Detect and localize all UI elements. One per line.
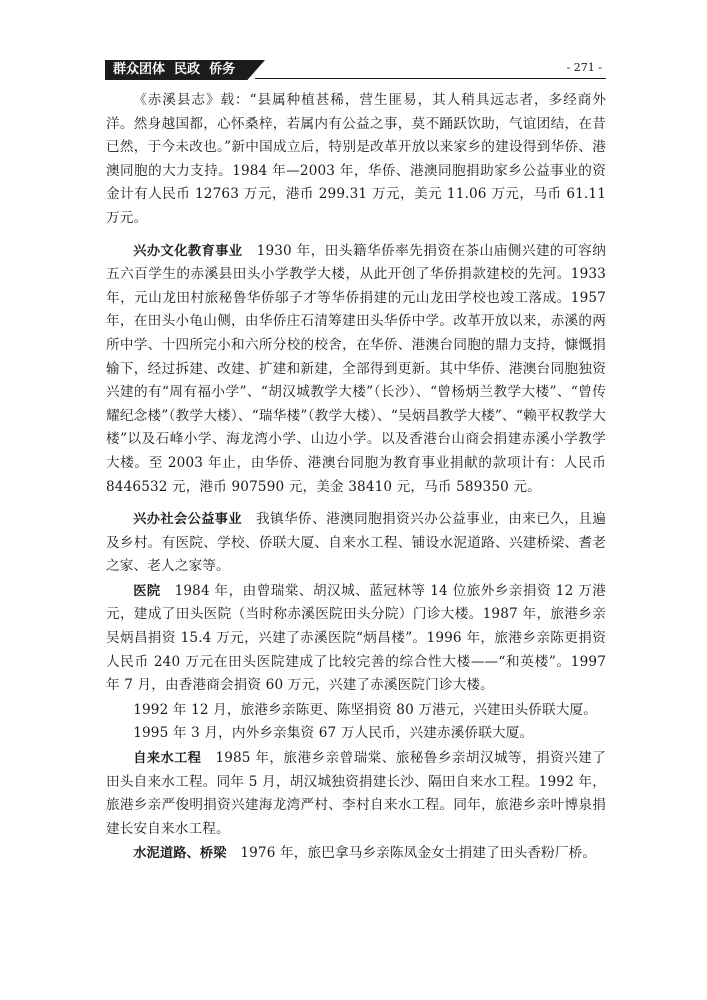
- federation-1992-paragraph: 1992 年 12 月，旅港乡亲陈更、陈坚捐资 80 万港元，兴建田头侨联大厦。: [133, 701, 598, 718]
- running-header: [105, 60, 606, 80]
- welfare-heading: 兴办社会公益事业: [133, 512, 243, 528]
- water-heading: 自来水工程: [133, 751, 202, 767]
- welfare-paragraph: [106, 508, 606, 579]
- hospital-paragraph: [106, 580, 606, 698]
- water-paragraph: [106, 747, 606, 841]
- section-label: 群众团体 民政 侨务: [113, 62, 236, 77]
- intro-paragraph: 《赤溪县志》载：“县属种植甚稀，营生匪易，其人稍具远志者，多经商外洋。然身越国都，心怀桑梓，若属内有公益之事，莫不踊跃饮助，气谊团结，在昔已然，于今未改也。”新中国成立后，特别是改革开放以来家乡的建设得到华侨、港澳同胞的大力支持。1984 年—2003 年，华侨、港澳同胞捐助家乡公益事业的资金计有人民币 12763 万元，港币 299.31 万元，美元 11.06 万元，马币 61.11 万元。: [106, 92, 606, 226]
- water-body: 1985 年，旅港乡亲曾瑞棠、旅秘鲁乡亲胡汉城等，捐资兴建了田头自来水工程。同年 5 月，胡汉城独资捐建长沙、隔田自来水工程。1992 年，旅港乡亲严俊明捐资兴建海龙湾严村、李村自来水工程。同年，旅港乡亲叶博泉捐建长安自来水工程。: [106, 750, 606, 837]
- roads-heading: 水泥道路、桥梁: [133, 846, 227, 862]
- roads-body: 1976 年，旅巴拿马乡亲陈凤金女士捐建了田头香粉厂桥。: [240, 845, 597, 862]
- roads-paragraph: [106, 842, 606, 866]
- federation-1995-paragraph: 1995 年 3 月，内外乡亲集资 67 万人民币，兴建赤溪侨联大厦。: [133, 725, 534, 742]
- hospital-body: 1984 年，由曾瑞棠、胡汉城、蓝冠林等 14 位旅外乡亲捐资 12 万港元，建成了田头医院（当时称赤溪医院田头分院）门诊大楼。1987 年，旅港乡亲吴炳昌捐资 15.4 万元，兴建了赤溪医院“炳昌楼”。1996 年，旅港乡亲陈更捐资人民币 240 万元在田头医院建成了比较完善的综合性大楼——“和英楼”。1997 年 7 月，由香港商会捐资 60 万元，兴建了赤溪医院门诊大楼。: [106, 582, 606, 694]
- education-body: 1930 年，田头籍华侨率先捐资在茶山庙侧兴建的可容纳五六百学生的赤溪县田头小学教学大楼，从此开创了华侨捐款建校的先河。1933 年，元山龙田村旅秘鲁华侨邬子才等华侨捐建的元山龙田学校也竣工落成。1957 年，在田头小龟山侧，由华侨庄石清筹建田头华侨中学。改革开放以来，赤溪的两所中学、十四所完小和六所分校的校舍，在华侨、港澳台同胞的鼎力支持，慷慨捐输下，经过拆建、改建、扩建和新建，全部得到更新。其中华侨、港澳台同胞独资兴建的有“周有福小学”、“胡汉城教学大楼”（长沙）、“曾杨炳兰教学大楼”、“曾传耀纪念楼”（教学大楼）、“瑞华楼”（教学大楼）、“吴炳昌教学大楼”、“赖平权教学大楼”以及石峰小学、海龙湾小学、山边小学。以及香港台山商会捐建赤溪小学教学大楼。至 2003 年止，由华侨、港澳台同胞为教育事业捐献的款项计有：人民币 8446532 元，港币 907590 元，美金 38410 元，马币 589350 元。: [106, 242, 606, 495]
- education-heading: 兴办文化教育事业: [133, 243, 243, 259]
- education-paragraph: [106, 240, 606, 500]
- welfare-body: 我镇华侨、港澳同胞捐资兴办公益事业，由来已久，且遍及乡村。有医院、学校、侨联大厦、自来水工程、铺设水泥道路、兴建桥梁、耆老之家、老人之家等。: [106, 511, 606, 575]
- page-number: - 271 -: [566, 61, 602, 74]
- page-body: [106, 89, 606, 866]
- hospital-heading: 医院: [133, 583, 161, 599]
- header-rule: [255, 78, 606, 79]
